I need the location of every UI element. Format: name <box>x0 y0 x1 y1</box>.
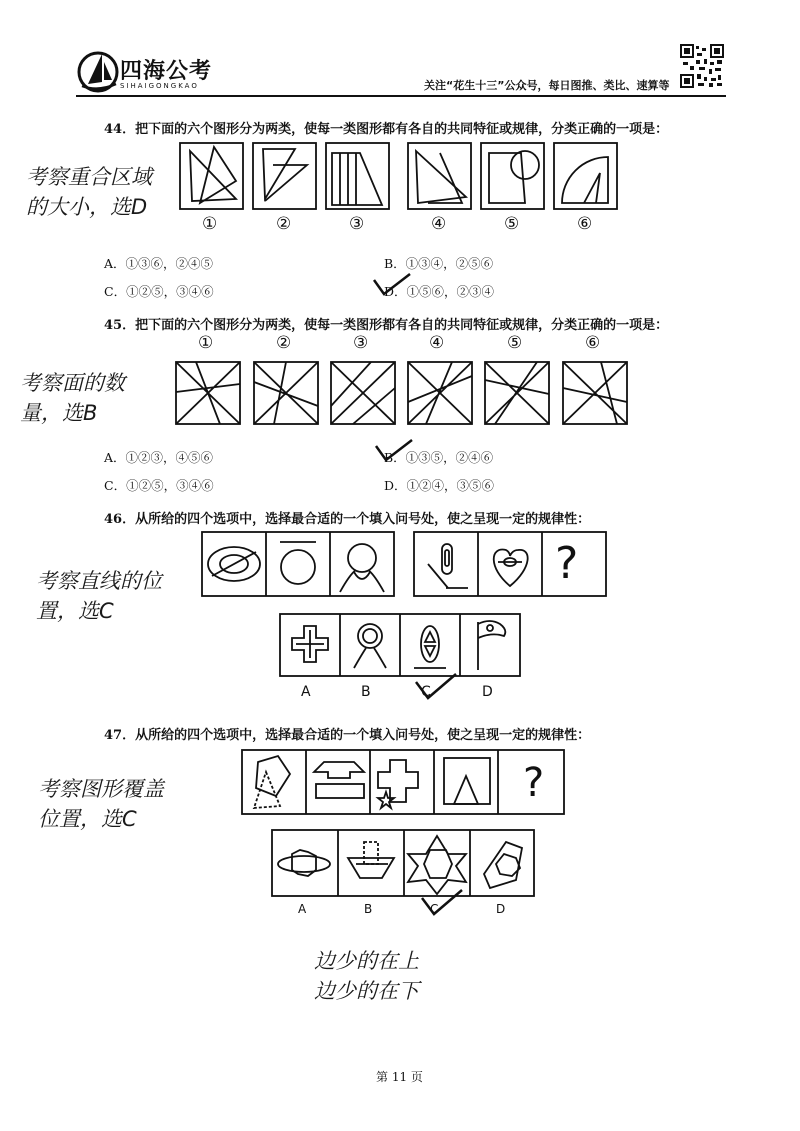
figure-44-4 <box>408 143 471 209</box>
option-46-b <box>354 624 386 668</box>
option-47-b <box>348 842 394 878</box>
figure-45-2 <box>254 362 318 424</box>
option-label-47-b: B <box>364 902 373 916</box>
question-mark-46: ? <box>555 538 579 589</box>
figure-45-6 <box>563 362 627 424</box>
option-45-c: C．①②⑤，③④⑥ <box>104 478 214 493</box>
option-44-a: A．①③⑥，②④⑤ <box>104 256 214 271</box>
figures-47-stem <box>240 748 570 824</box>
option-label-46-b: B <box>361 684 371 700</box>
figures-47-options <box>270 828 540 904</box>
annotation-44-line2: 的大小，选D <box>26 195 148 219</box>
figure-45-4 <box>408 362 472 424</box>
option-44-c: C．①②⑤，③④⑥ <box>104 284 214 299</box>
option-45-d: D．①②④，③⑤⑥ <box>384 478 495 493</box>
figure-num-44-5: ⑤ <box>504 214 520 234</box>
question-47: 47．从所给的四个选项中，选择最合适的一个填入问号处，使之呈现一定的规律性： <box>104 728 591 743</box>
option-47-a <box>278 850 330 876</box>
qr-code-icon <box>680 44 724 88</box>
brand-logo <box>78 48 118 92</box>
annotation-44-line1: 考察重合区域 <box>26 165 152 189</box>
figure-44-1 <box>180 143 243 209</box>
options-row-46 <box>278 612 528 680</box>
check-mark-icon <box>374 438 414 464</box>
check-mark-icon <box>414 672 458 702</box>
figure-45-3 <box>331 362 395 424</box>
stem-46-3 <box>340 544 384 592</box>
stem-46-2 <box>280 542 316 584</box>
answer-check-44 <box>372 272 412 302</box>
answer-check-46 <box>414 672 458 706</box>
options-row-47 <box>270 828 540 900</box>
figure-44-3 <box>326 143 389 209</box>
option-label-46-d: D <box>482 684 493 700</box>
figure-row-45 <box>176 360 636 430</box>
brand-subtitle: SIHAIGONGKAO <box>120 82 199 90</box>
figure-44-6 <box>554 143 617 209</box>
check-mark-icon <box>372 272 412 298</box>
figure-45-1 <box>176 362 240 424</box>
annotation-47-line1: 考察图形覆盖 <box>38 777 164 801</box>
annotation-44 <box>26 162 152 222</box>
figure-num-44-3: ③ <box>349 214 365 234</box>
figures-46-options <box>278 612 528 684</box>
question-46: 46．从所给的四个选项中，选择最合适的一个填入问号处，使之呈现一定的规律性： <box>104 512 591 527</box>
annotation-46 <box>36 566 162 626</box>
brand-name: 四海公考 <box>120 59 213 84</box>
annotation-47-note <box>314 946 419 1006</box>
header-rule <box>76 95 726 97</box>
figure-44-5 <box>481 143 544 209</box>
option-46-d <box>478 621 505 670</box>
figure-num-45-6: ⑥ <box>585 333 601 353</box>
stem-row-47 <box>240 748 570 820</box>
option-44-d: D．①⑤⑥，②③④ <box>384 284 495 299</box>
figures-45 <box>176 360 636 434</box>
annotation-47-note-line2: 边少的在下 <box>314 979 419 1003</box>
stem-47-4 <box>444 758 490 804</box>
stem-46-1 <box>208 547 260 581</box>
figure-num-44-6: ⑥ <box>577 214 593 234</box>
figure-num-45-4: ④ <box>429 333 445 353</box>
figures-46-stem <box>200 530 610 604</box>
figures-44 <box>176 140 616 219</box>
header-note: 关注“花生十三”公众号，每日图推、类比、速算等 <box>424 79 670 92</box>
annotation-47 <box>38 774 164 834</box>
stem-46-4 <box>428 544 468 588</box>
stem-47-1 <box>254 756 290 808</box>
annotation-46-line2: 置，选C <box>36 599 114 623</box>
stem-47-3 <box>378 760 418 808</box>
check-mark-icon <box>420 888 464 918</box>
figure-num-45-2: ② <box>276 333 292 353</box>
figure-num-44-4: ④ <box>431 214 447 234</box>
option-45-a: A．①②③，④⑤⑥ <box>104 450 214 465</box>
qr-code <box>680 44 724 88</box>
option-label-47-a: A <box>298 902 307 916</box>
option-47-c <box>408 836 466 894</box>
question-45: 45．把下面的六个图形分为两类，使每一类图形都有各自的共同特征或规律，分类正确的一项是： <box>104 318 669 333</box>
sailboat-logo-icon <box>78 48 118 92</box>
figure-num-44-1: ① <box>202 214 218 234</box>
annotation-45-line2: 量，选B <box>20 401 98 425</box>
page-number: 第 11 页 <box>376 1070 423 1084</box>
figure-num-45-5: ⑤ <box>507 333 523 353</box>
figure-45-5 <box>485 362 549 424</box>
figure-num-45-3: ③ <box>353 333 369 353</box>
figure-44-2 <box>253 143 316 209</box>
stem-47-2 <box>314 762 364 798</box>
option-label-47-c: C <box>430 902 439 916</box>
question-mark-47: ? <box>523 760 545 806</box>
question-44: 44．把下面的六个图形分为两类，使每一类图形都有各自的共同特征或规律，分类正确的一项是： <box>104 122 669 137</box>
annotation-45-line1: 考察面的数 <box>20 371 125 395</box>
option-label-46-a: A <box>301 684 311 700</box>
option-label-47-d: D <box>496 902 506 916</box>
figure-num-44-2: ② <box>276 214 292 234</box>
stem-46-5 <box>494 550 528 586</box>
answer-check-47 <box>420 888 464 922</box>
annotation-45 <box>20 368 125 428</box>
answer-check-45 <box>374 438 414 468</box>
annotation-47-line2: 位置，选C <box>38 807 137 831</box>
annotation-47-note-line1: 边少的在上 <box>314 949 419 973</box>
figure-row-44 <box>176 140 616 215</box>
option-46-a <box>292 626 328 662</box>
option-label-46-c: C <box>421 684 431 700</box>
stem-row-46 <box>200 530 610 600</box>
annotation-46-line1: 考察直线的位 <box>36 569 162 593</box>
option-47-d <box>484 842 522 888</box>
figure-num-45-1: ① <box>198 333 214 353</box>
option-45-b: B．①③⑤，②④⑥ <box>384 450 494 465</box>
option-44-b: B．①③④，②⑤⑥ <box>384 256 494 271</box>
option-46-c <box>414 626 446 668</box>
